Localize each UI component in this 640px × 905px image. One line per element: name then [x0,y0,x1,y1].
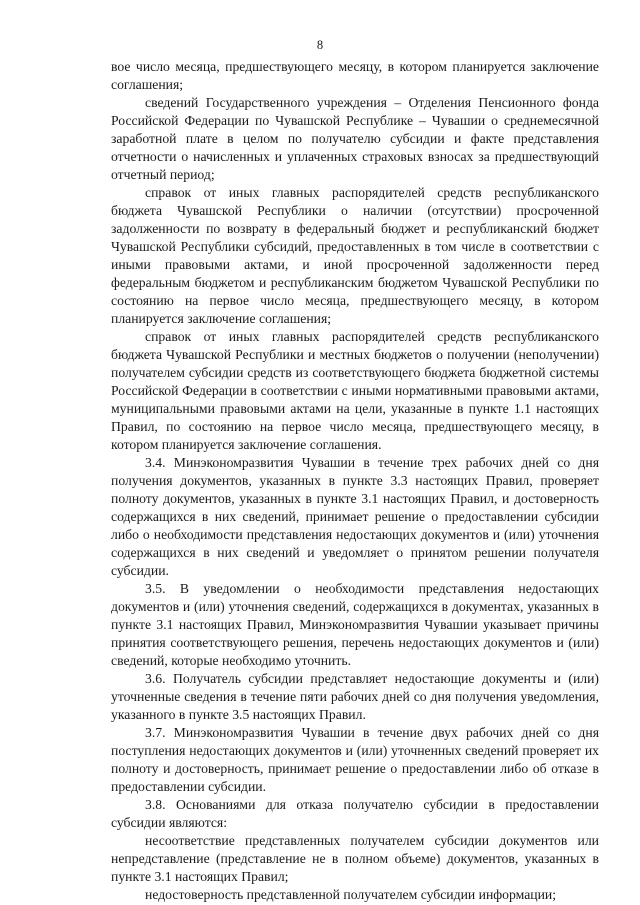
paragraph-refusal-ground-documents: несоответствие представленных получателем субсидии документов или непредставление (представление не в полном объеме) документов, указанных в пункте 3.1 настоящих Правил; [111,833,599,884]
paragraph-clause-3-4: 3.4. Минэкономразвития Чувашии в течение трех рабочих дней со дня получения документов, указанных в пункте 3.3 настоящих Правил, проверяет полноту документов, указанных в пункте 3.1 настоящих Правил, и достоверность содержащихся в них сведений, принимает решение о предоставлении субсидии либо о необходимости представления недостающих документов и (или) уточнения содержащихся в них сведений и уведомляет о принятом решении получателя субсидии. [111,455,599,578]
paragraph-clause-3-7: 3.7. Минэкономразвития Чувашии в течение двух рабочих дней со дня поступления недостающих документов и (или) уточненных сведений проверяет их полноту и достоверность, принимает решение о предоставлении либо об отказе в предоставлении субсидии. [111,725,599,794]
paragraph-pension-fund-info: сведений Государственного учреждения – Отделения Пенсионного фонда Российской Федерации по Чувашской Республике – Чувашии о среднемесячной заработной плате в целом по получателю субсидии и факте представления отчетности о начисленных и уплаченных страховых взносах за предшествующий отчетный период; [111,95,599,182]
paragraph-debt-certificates: справок от иных главных распорядителей средств республиканского бюджета Чувашской Республики о наличии (отсутствии) просроченной задолженности по возврату в федеральный бюджет и республиканский бюджет Чувашской Республики субсидий, предоставленных в том числе в соответствии с иными правовыми актами, и иной просроченной задолженности перед федеральным бюджетом и республиканским бюджетом Чувашской Республики по состоянию на первое число месяца, предшествующего месяцу, в котором планируется заключение соглашения; [111,185,599,326]
paragraph-continuation: вое число месяца, предшествующего месяцу, в котором планируется заключение соглашения; [111,59,599,92]
page-number: 8 [316,38,324,52]
paragraph-clause-3-5: 3.5. В уведомлении о необходимости представления недостающих документов и (или) уточнения сведений, содержащихся в документах, указанных в пункте 3.1 настоящих Правил, Минэкономразвития Чувашии указывает причины принятия соответствующего решения, перечень недостающих документов и (или) сведений, которые необходимо уточнить. [111,581,599,668]
paragraph-clause-3-6: 3.6. Получатель субсидии представляет недостающие документы и (или) уточненные сведения в течение пяти рабочих дней со дня получения уведомления, указанного в пункте 3.5 настоящих Правил. [111,671,599,722]
paragraph-funds-receipt-certificates: справок от иных главных распорядителей средств республиканского бюджета Чувашской Республики и местных бюджетов о получении (неполучении) получателем субсидии средств из соответствующего бюджета бюджетной системы Российской Федерации в соответствии с иными нормативными правовыми актами, муниципальными правовыми актами на цели, указанные в пункте 1.1 настоящих Правил, по состоянию на первое число месяца, предшествующего месяцу, в котором планируется заключение соглашения. [111,329,599,452]
document-body [111,58,599,904]
paragraph-clause-3-8: 3.8. Основаниями для отказа получателю субсидии в предоставлении субсидии являются: [111,797,599,830]
paragraph-refusal-ground-false-info: недостоверность представленной получателем субсидии информации; [145,887,557,902]
